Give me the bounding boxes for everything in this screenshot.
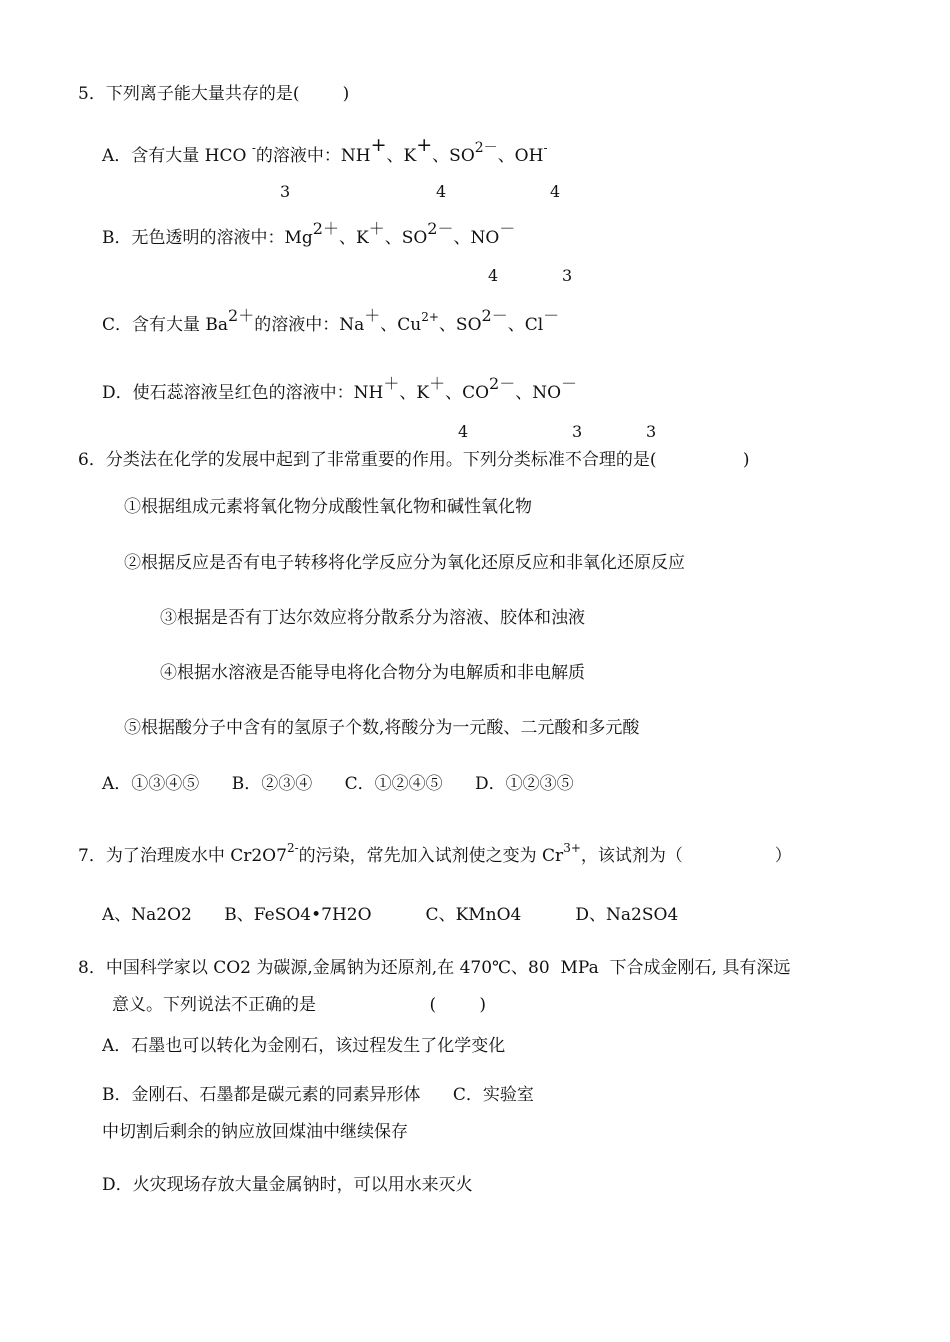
q8-option-b: B．金刚石、石墨都是碳元素的同素异形体 C．实验室 <box>102 1085 534 1105</box>
q5-b-text1: B．无色透明的溶液中：Mg <box>102 228 313 248</box>
q5-d-subscript-co3: 3 <box>572 422 583 441</box>
q5-b-sup3: 2－ <box>427 219 454 238</box>
q7-sup2: 3+ <box>563 841 581 855</box>
q7-sup1: 2- <box>286 841 299 855</box>
q5-a-text1: A．含有大量 HCO <box>102 146 252 166</box>
q5-d-sup4: － <box>561 374 578 393</box>
q5-c-sup1: 2＋ <box>228 306 255 325</box>
q5-d-subscript-no3: 3 <box>646 422 657 441</box>
q5-b-sup2: ＋ <box>368 219 385 238</box>
q5-a-sup-minus2: - <box>543 141 548 155</box>
q5-d-subscript-nh4: 4 <box>458 422 469 441</box>
q8-stem-line2: 意义。下列说法不正确的是 ( ) <box>112 995 486 1015</box>
q8-option-d: D．火灾现场存放大量金属钠时，可以用水来灭火 <box>102 1175 473 1195</box>
q5-b-subscript-no3: 3 <box>562 266 573 285</box>
q6-stem: 6．分类法在化学的发展中起到了非常重要的作用。下列分类标准不合理的是( ) <box>78 450 750 470</box>
q5-d-sup2: ＋ <box>429 374 446 393</box>
q6-item-1: ①根据组成元素将氧化物分成酸性氧化物和碱性氧化物 <box>124 497 532 517</box>
q5-a-sup-2minus: 2－ <box>474 140 498 156</box>
q5-d-text3: 、CO <box>445 383 490 403</box>
q6-choices: A．①③④⑤ B．②③④ C．①②④⑤ D．①②③⑤ <box>102 774 574 794</box>
q5-d-text4: 、NO <box>515 383 562 403</box>
q5-a-sup-minus1: - <box>251 141 256 155</box>
q5-c-sup5: － <box>543 306 560 325</box>
q6-item-3: ③根据是否有丁达尔效应将分散系分为溶液、胶体和浊液 <box>160 608 585 628</box>
q5-d-sup3: 2－ <box>489 374 516 393</box>
q5-c-text3: 、Cu <box>380 315 422 335</box>
q7-choices: A、Na2O2 B、FeSO4•7H2O C、KMnO4 D、Na2SO4 <box>102 905 679 925</box>
q5-option-c <box>102 306 560 335</box>
q5-option-d <box>102 374 578 403</box>
q5-c-text5: 、Cl <box>507 315 544 335</box>
q5-c-text4: 、SO <box>438 315 482 335</box>
q5-d-sup1: ＋ <box>383 374 400 393</box>
q5-a-text5: 、OH <box>497 146 544 166</box>
q5-a-text2: 的溶液中：NH <box>255 146 371 166</box>
q5-b-sup4: － <box>499 219 516 238</box>
q7-stem <box>78 841 792 866</box>
q5-a-sup-plus1: + <box>370 134 387 156</box>
q8-option-c-cont: 中切割后剩余的钠应放回煤油中继续保存 <box>102 1122 408 1142</box>
q5-option-a <box>102 134 548 166</box>
q8-option-a: A．石墨也可以转化为金刚石，该过程发生了化学变化 <box>102 1036 506 1056</box>
q5-b-text3: 、SO <box>384 228 428 248</box>
q6-item-2: ②根据反应是否有电子转移将化学反应分为氧化还原反应和非氧化还原反应 <box>124 553 685 573</box>
q5-b-sup1: 2＋ <box>312 219 339 238</box>
q5-a-subscript-hco3: 3 <box>280 182 291 201</box>
q8-stem-line1: 8．中国科学家以 CO2 为碳源,金属钠为还原剂,在 470℃、80 MPa 下合成金刚石, 具有深远 <box>78 958 791 978</box>
q5-c-text2: 的溶液中：Na <box>254 315 365 335</box>
q5-c-sup2: ＋ <box>364 306 381 325</box>
q5-b-subscript-so4: 4 <box>488 266 499 285</box>
q5-a-subscript-so4: 4 <box>550 182 561 201</box>
q5-a-text3: 、K <box>386 146 417 166</box>
q7-text2: 的污染，常先加入试剂使之变为 Cr <box>298 846 564 866</box>
q5-d-text1: D．使石蕊溶液呈红色的溶液中：NH <box>102 383 384 403</box>
q5-a-text4: 、SO <box>432 146 475 166</box>
q5-stem: 5．下列离子能大量共存的是( ) <box>78 84 350 104</box>
q5-c-text1: C．含有大量 Ba <box>102 315 229 335</box>
q5-b-text4: 、NO <box>453 228 500 248</box>
q5-b-text2: 、K <box>338 228 369 248</box>
q7-text3: ，该试剂为（ ） <box>580 846 792 866</box>
q5-d-text2: 、K <box>399 383 430 403</box>
q5-c-sup3: 2+ <box>421 310 439 324</box>
q5-c-sup4: 2－ <box>481 306 508 325</box>
q6-item-5: ⑤根据酸分子中含有的氢原子个数,将酸分为一元酸、二元酸和多元酸 <box>124 718 640 738</box>
q5-option-b <box>102 219 516 248</box>
q5-a-sup-plus2: + <box>416 134 433 156</box>
q7-text1: 7．为了治理废水中 Cr2O7 <box>78 846 287 866</box>
q6-item-4: ④根据水溶液是否能导电将化合物分为电解质和非电解质 <box>160 663 585 683</box>
q5-a-subscript-nh4: 4 <box>436 182 447 201</box>
